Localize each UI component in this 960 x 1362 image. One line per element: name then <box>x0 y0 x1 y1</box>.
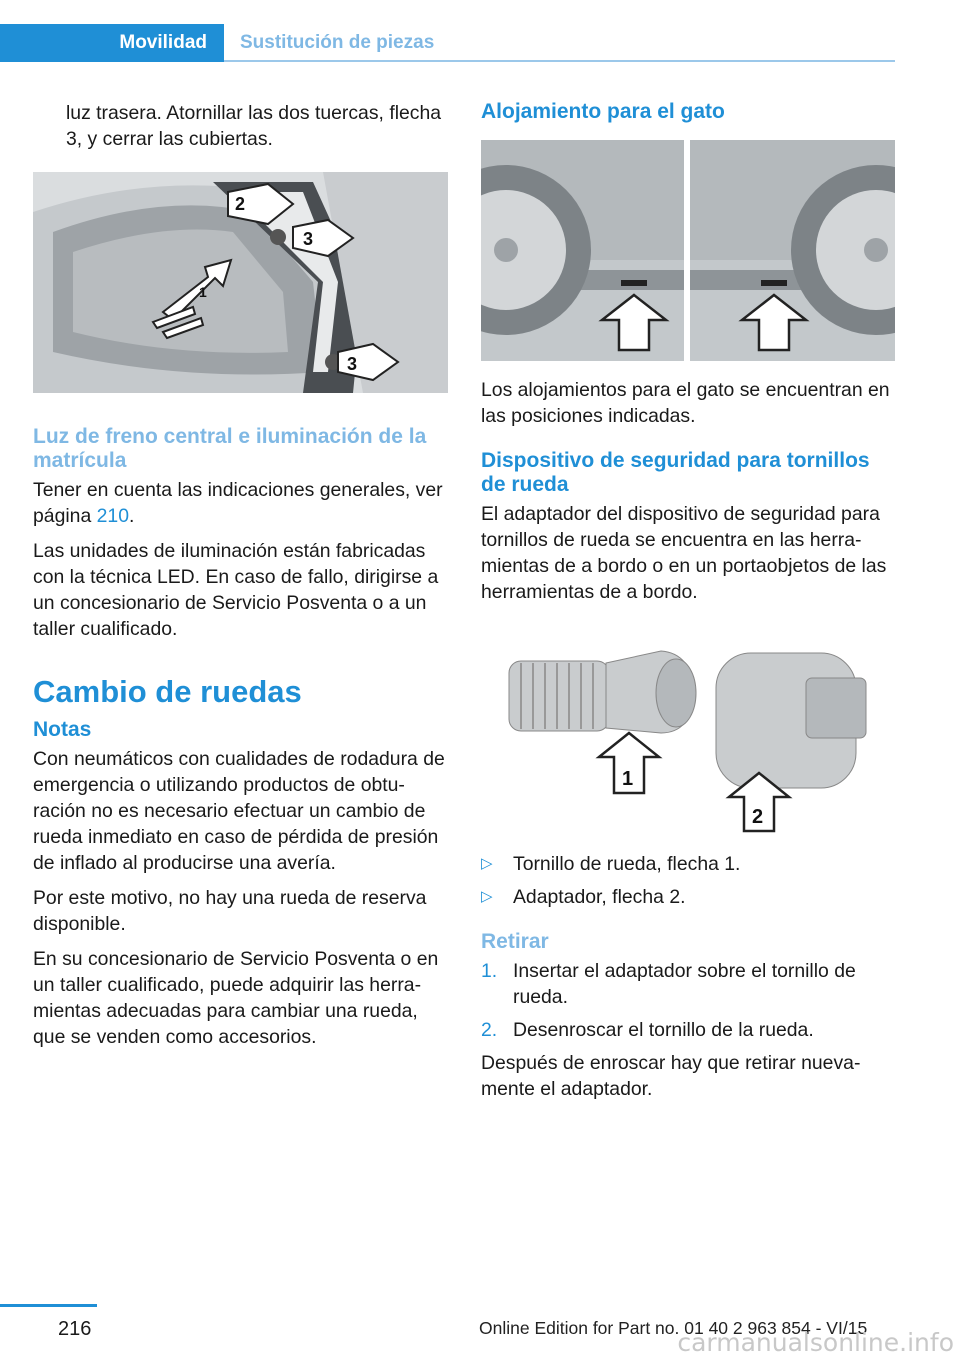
fig-label-1: 1 <box>199 284 207 300</box>
tail-light-illustration <box>33 172 448 393</box>
bolt-label-2: 2 <box>752 806 764 828</box>
fig-label-2: 2 <box>235 194 246 214</box>
fig-label-3b: 3 <box>347 354 358 374</box>
notes-paragraph-3: En su concesionario de Servicio Posventa o en un taller cualificado, puede adquirir las herra-mientas adecuadas para cambiar una rueda, que se venden como accesorios. <box>33 948 439 1048</box>
remove-steps <box>481 958 895 1043</box>
tail-light-figure <box>33 172 448 393</box>
jack-points-illustration <box>481 140 895 361</box>
triangle-right-icon: ▷ <box>481 855 493 872</box>
wheel-bolt-figure <box>481 633 895 833</box>
wheel-change-heading: Cambio de ruedas <box>33 674 302 709</box>
subsection-tab[interactable]: Sustitución de piezas <box>240 32 435 53</box>
right-column <box>481 100 895 1111</box>
brake-text: Tener en cuenta las indicaciones generales, ver página <box>33 479 443 527</box>
notes-paragraph-2: Por este motivo, no hay una rueda de reserva disponible. <box>33 887 427 935</box>
wheel-lock-heading: Dispositivo de seguridad para tornillos de rueda <box>481 449 870 496</box>
wheel-lock-paragraph: El adaptador del dispositivo de seguridad para tornillos de rueda se encuentra en las herra-mientas de a bordo o en un portaobjetos de las herramientas de a bordo. <box>481 503 887 603</box>
jack-paragraph: Los alojamientos para el gato se encuentran en las posiciones indicadas. <box>481 379 890 427</box>
step-number: 1. <box>481 960 498 982</box>
step-text: Insertar el adaptador sobre el tornillo de rueda. <box>513 960 856 1008</box>
brake-paragraph-1 <box>33 477 448 529</box>
list-item <box>481 884 895 910</box>
remove-heading: Retirar <box>481 930 549 953</box>
watermark: carmanualsonline.info <box>677 1328 954 1357</box>
after-paragraph: Después de enroscar hay que retirar nueva-mente el adaptador. <box>481 1052 861 1100</box>
footer-rule <box>0 1304 97 1307</box>
page-number: 216 <box>58 1318 92 1340</box>
brake-text-end: . <box>128 505 135 527</box>
brake-light-heading: Luz de freno central e iluminación de la matrícula <box>33 425 427 472</box>
page-link[interactable]: 210 <box>96 505 129 527</box>
jack-heading: Alojamiento para el gato <box>481 100 725 123</box>
list-item-text: Tornillo de rueda, flecha 1. <box>513 853 741 875</box>
notes-paragraph-1: Con neumáticos con cualidades de rodadura de emergencia o utilizando productos de obtu-ración no es necesario efectuar un cambio de rueda inmediato en caso de pérdida de presión de inflado al producirse una avería. <box>33 748 445 874</box>
step-item <box>481 1017 895 1043</box>
step-item <box>481 958 895 1010</box>
parts-list <box>481 851 895 910</box>
wheel-bolt-illustration <box>481 633 895 833</box>
notes-heading: Notas <box>33 718 92 741</box>
list-item <box>481 851 895 877</box>
header-rule <box>224 60 895 62</box>
fig-label-3a: 3 <box>303 229 314 249</box>
triangle-right-icon: ▷ <box>481 888 493 905</box>
list-item-text: Adaptador, flecha 2. <box>513 886 686 908</box>
step-text: Desenroscar el tornillo de la rueda. <box>513 1019 814 1041</box>
brake-paragraph-2: Las unidades de iluminación están fabricadas con la técnica LED. En caso de fallo, dirigirse a un concesionario de Servicio Posventa o a un taller cualificado. <box>33 540 439 640</box>
section-tab[interactable]: Movilidad <box>0 24 224 62</box>
intro-paragraph: luz trasera. Atornillar las dos tuercas, flecha 3, y cerrar las cubiertas. <box>66 102 442 150</box>
jack-points-figure <box>481 140 895 361</box>
bolt-label-1: 1 <box>622 768 634 790</box>
edition-text: Online Edition for Part no. 01 40 2 963 854 - VI/15 <box>479 1318 868 1338</box>
page-header <box>0 24 895 62</box>
step-number: 2. <box>481 1019 498 1041</box>
left-column <box>33 100 448 1059</box>
